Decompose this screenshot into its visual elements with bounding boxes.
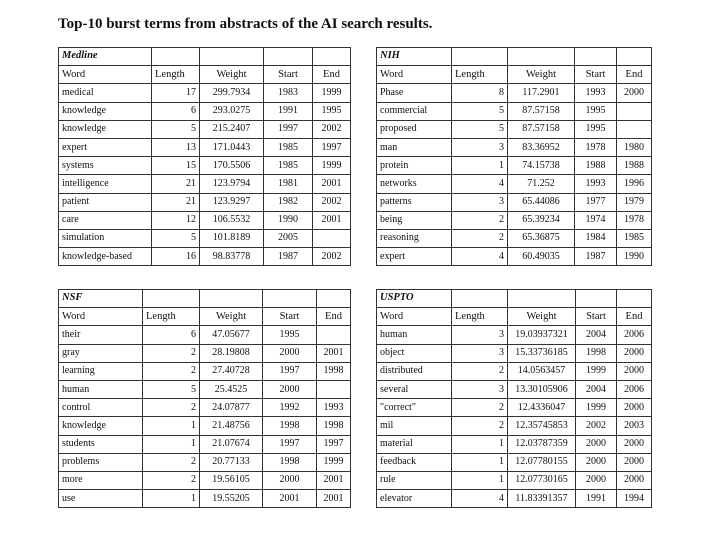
table-cell: 1994 (617, 490, 652, 508)
table-cell: 27.40728 (200, 362, 263, 380)
table-row (377, 175, 652, 193)
table-cell: patient (59, 193, 152, 211)
table-cell: 3 (452, 193, 508, 211)
table-cell: 87.57158 (508, 120, 575, 138)
table-cell: 101.8189 (200, 229, 264, 247)
table-cell: 1 (452, 471, 508, 489)
table-row (377, 417, 652, 435)
column-header: End (313, 66, 351, 84)
column-header: End (617, 66, 652, 84)
table-cell: 5 (452, 102, 508, 120)
table-cell: 2 (452, 399, 508, 417)
table-row (377, 157, 652, 175)
caption-empty-cell (263, 290, 317, 308)
page-title: Top-10 burst terms from abstracts of the AI search results. (58, 16, 433, 32)
table-cell: their (59, 326, 143, 344)
table-cell: 1999 (313, 157, 351, 175)
table-cell: 71.252 (508, 175, 575, 193)
table-cell: 2006 (617, 326, 652, 344)
table-row (377, 326, 652, 344)
table-cell: 4 (452, 175, 508, 193)
table-cell: 21.07674 (200, 435, 263, 453)
table-cell: 2001 (317, 471, 351, 489)
column-header: Weight (200, 308, 263, 326)
table-cell: 2003 (617, 417, 652, 435)
table-cell: 2 (143, 344, 200, 362)
table-row (59, 435, 351, 453)
table-cell: 1996 (617, 175, 652, 193)
table-cell: 12.03787359 (508, 435, 576, 453)
table-cell: 5 (152, 229, 200, 247)
table-row (59, 248, 351, 266)
table-cell: 5 (452, 120, 508, 138)
caption-empty-cell (264, 48, 313, 66)
table-cell: 215.2407 (200, 120, 264, 138)
table-caption: NSF (59, 290, 143, 308)
table-cell: 13.30105906 (508, 380, 576, 398)
table-cell: 16 (152, 248, 200, 266)
table-cell: 1998 (317, 417, 351, 435)
table-cell: 12.07730165 (508, 471, 576, 489)
table-cell: 1988 (575, 157, 617, 175)
table-cell: problems (59, 453, 143, 471)
table-cell: 87.57158 (508, 102, 575, 120)
uspto-table (376, 289, 652, 508)
table-row (377, 435, 652, 453)
table-cell: 2 (143, 471, 200, 489)
table-cell: 1985 (617, 229, 652, 247)
table-row (377, 453, 652, 471)
table-cell: 1987 (575, 248, 617, 266)
table-cell: 1 (143, 435, 200, 453)
table-cell (313, 229, 351, 247)
table-cell: 2001 (317, 344, 351, 362)
table-cell: expert (59, 138, 152, 156)
table-row (59, 138, 351, 156)
table-row (59, 380, 351, 398)
table-cell: 2005 (264, 229, 313, 247)
table-cell: 1998 (263, 453, 317, 471)
table-cell: 2000 (263, 471, 317, 489)
table-caption: USPTO (377, 290, 452, 308)
table-row (59, 120, 351, 138)
medline-table (58, 47, 351, 266)
table-cell: 5 (152, 120, 200, 138)
table-cell: 2001 (317, 490, 351, 508)
table-cell: 98.83778 (200, 248, 264, 266)
table-cell: control (59, 399, 143, 417)
table-cell (317, 326, 351, 344)
table-cell: 2001 (263, 490, 317, 508)
table-cell: 19.55205 (200, 490, 263, 508)
table-cell: 1995 (575, 102, 617, 120)
table-row (377, 362, 652, 380)
table-cell: 1982 (264, 193, 313, 211)
table-cell: material (377, 435, 452, 453)
table-cell: 2 (143, 453, 200, 471)
table-cell: 1979 (617, 193, 652, 211)
column-header: Length (152, 66, 200, 84)
table-cell: 24.07877 (200, 399, 263, 417)
column-header: Start (263, 308, 317, 326)
table-cell: 2001 (313, 175, 351, 193)
table-cell: 2 (452, 211, 508, 229)
caption-empty-cell (575, 48, 617, 66)
caption-empty-cell (313, 48, 351, 66)
table-cell: 1995 (313, 102, 351, 120)
table-cell: commercial (377, 102, 452, 120)
table-cell: 74.15738 (508, 157, 575, 175)
table-cell: 170.5506 (200, 157, 264, 175)
column-header: Length (452, 308, 508, 326)
table-cell: 83.36952 (508, 138, 575, 156)
table-cell: 106.5532 (200, 211, 264, 229)
caption-empty-cell (152, 48, 200, 66)
table-cell: 4 (452, 248, 508, 266)
table-row (377, 380, 652, 398)
table-cell: 2000 (617, 344, 652, 362)
table-cell: use (59, 490, 143, 508)
table-cell (617, 120, 652, 138)
table-cell: 21.48756 (200, 417, 263, 435)
caption-empty-cell (200, 290, 263, 308)
caption-empty-cell (617, 290, 652, 308)
table-cell: 3 (452, 344, 508, 362)
table-cell: Phase (377, 84, 452, 102)
table-cell: 1991 (264, 102, 313, 120)
table-row (377, 102, 652, 120)
table-cell: simulation (59, 229, 152, 247)
table-cell: systems (59, 157, 152, 175)
table-row (377, 84, 652, 102)
caption-empty-cell (143, 290, 200, 308)
table-cell: 2000 (576, 435, 617, 453)
table-cell: 1992 (263, 399, 317, 417)
table-cell: 20.77133 (200, 453, 263, 471)
table-caption: Medline (59, 48, 152, 66)
table-cell: knowledge-based (59, 248, 152, 266)
table-cell: 1990 (617, 248, 652, 266)
table-row (377, 211, 652, 229)
table-cell: several (377, 380, 452, 398)
caption-empty-cell (452, 48, 508, 66)
table-cell: 2 (143, 362, 200, 380)
column-header: Word (377, 66, 452, 84)
table-cell: 1980 (617, 138, 652, 156)
column-header: Word (377, 308, 452, 326)
table-cell: elevator (377, 490, 452, 508)
table-caption-row (377, 290, 652, 308)
caption-empty-cell (317, 290, 351, 308)
table-cell: 1993 (317, 399, 351, 417)
table-row (59, 211, 351, 229)
column-header: Length (143, 308, 200, 326)
table-cell: 299.7934 (200, 84, 264, 102)
table-cell: 6 (143, 326, 200, 344)
column-header: Start (576, 308, 617, 326)
table-row (59, 417, 351, 435)
table-row (377, 248, 652, 266)
table-cell: 19.56105 (200, 471, 263, 489)
table-header-row (377, 308, 652, 326)
caption-empty-cell (576, 290, 617, 308)
table-caption-row (59, 48, 351, 66)
table-cell: 1999 (317, 453, 351, 471)
table-cell: 1981 (264, 175, 313, 193)
table-cell: 1998 (263, 417, 317, 435)
table-cell: 1978 (575, 138, 617, 156)
caption-empty-cell (508, 48, 575, 66)
table-cell: 2000 (617, 471, 652, 489)
table-cell: 2000 (617, 399, 652, 417)
table-cell: 2000 (617, 453, 652, 471)
table-cell: 2000 (617, 362, 652, 380)
table-cell: 123.9794 (200, 175, 264, 193)
table-cell: rule (377, 471, 452, 489)
table-cell: 1987 (264, 248, 313, 266)
table-cell: 123.9297 (200, 193, 264, 211)
table-cell: 12.07780155 (508, 453, 576, 471)
caption-empty-cell (617, 48, 652, 66)
table-cell: 1998 (317, 362, 351, 380)
table-row (59, 157, 351, 175)
table-cell: proposed (377, 120, 452, 138)
table-cell: 25.4525 (200, 380, 263, 398)
table-cell: 14.0563457 (508, 362, 576, 380)
table-cell: 17 (152, 84, 200, 102)
column-header: Start (264, 66, 313, 84)
table-cell: knowledge (59, 417, 143, 435)
table-cell: object (377, 344, 452, 362)
table-cell: intelligence (59, 175, 152, 193)
table-cell: 1 (452, 157, 508, 175)
table-cell: 47.05677 (200, 326, 263, 344)
table-cell: 2 (143, 399, 200, 417)
table-cell: 1985 (264, 138, 313, 156)
table-row (59, 326, 351, 344)
table-header-row (59, 308, 351, 326)
column-header: Start (575, 66, 617, 84)
table-cell: 2002 (576, 417, 617, 435)
table-cell: 2002 (313, 120, 351, 138)
table-cell: 21 (152, 193, 200, 211)
table-cell: 1977 (575, 193, 617, 211)
table-cell: 1999 (576, 399, 617, 417)
table-cell: 65.36875 (508, 229, 575, 247)
table-cell: 13 (152, 138, 200, 156)
table-cell: 1974 (575, 211, 617, 229)
table-row (59, 193, 351, 211)
table-cell: learning (59, 362, 143, 380)
table-cell: 1978 (617, 211, 652, 229)
table-cell: students (59, 435, 143, 453)
table-cell: reasoning (377, 229, 452, 247)
table-cell: being (377, 211, 452, 229)
table-cell: 65.44086 (508, 193, 575, 211)
table-cell: 3 (452, 326, 508, 344)
table-cell: 5 (143, 380, 200, 398)
table-row (59, 399, 351, 417)
table-cell: 60.49035 (508, 248, 575, 266)
table-cell: human (59, 380, 143, 398)
table-cell: 19.03937321 (508, 326, 576, 344)
table-cell: gray (59, 344, 143, 362)
table-cell: 4 (452, 490, 508, 508)
table-cell: 2000 (617, 435, 652, 453)
table-cell: 1993 (575, 175, 617, 193)
table-cell: 1990 (264, 211, 313, 229)
table-cell: 12 (152, 211, 200, 229)
table-cell: 117.2901 (508, 84, 575, 102)
table-cell: 1997 (317, 435, 351, 453)
nih-table (376, 47, 652, 266)
column-header: Word (59, 308, 143, 326)
table-cell: 1988 (617, 157, 652, 175)
table-cell: 1998 (576, 344, 617, 362)
table-cell: 1995 (575, 120, 617, 138)
column-header: Weight (508, 308, 576, 326)
table-cell: 21 (152, 175, 200, 193)
table-cell: 2 (452, 417, 508, 435)
table-cell: 1983 (264, 84, 313, 102)
table-cell: 2 (452, 362, 508, 380)
table-row (377, 344, 652, 362)
table-cell: 11.83391357 (508, 490, 576, 508)
table-row (59, 453, 351, 471)
table-cell: 1997 (264, 120, 313, 138)
table-row (377, 399, 652, 417)
table-header-row (377, 66, 652, 84)
table-cell: 2004 (576, 380, 617, 398)
table-cell: protein (377, 157, 452, 175)
table-cell: expert (377, 248, 452, 266)
table-cell: 8 (452, 84, 508, 102)
table-cell: 12.4336047 (508, 399, 576, 417)
table-cell: networks (377, 175, 452, 193)
table-row (377, 490, 652, 508)
table-cell: 1 (452, 453, 508, 471)
table-cell: 28.19808 (200, 344, 263, 362)
table-cell: 2000 (576, 471, 617, 489)
table-cell: 1985 (264, 157, 313, 175)
table-row (59, 471, 351, 489)
table-cell: 2000 (617, 84, 652, 102)
table-cell: 2002 (313, 248, 351, 266)
table-cell: 1997 (263, 362, 317, 380)
column-header: Weight (200, 66, 264, 84)
table-caption: NIH (377, 48, 452, 66)
table-cell: 15 (152, 157, 200, 175)
table-cell: 2006 (617, 380, 652, 398)
table-caption-row (59, 290, 351, 308)
column-header: End (317, 308, 351, 326)
table-row (59, 102, 351, 120)
table-cell: 1984 (575, 229, 617, 247)
column-header: Word (59, 66, 152, 84)
table-cell: 2001 (313, 211, 351, 229)
table-cell: 3 (452, 138, 508, 156)
caption-empty-cell (508, 290, 576, 308)
table-row (377, 120, 652, 138)
table-caption-row (377, 48, 652, 66)
table-cell: 15.33736185 (508, 344, 576, 362)
table-cell: 1999 (576, 362, 617, 380)
table-cell: 65.39234 (508, 211, 575, 229)
table-cell: knowledge (59, 120, 152, 138)
caption-empty-cell (200, 48, 264, 66)
table-cell: 1 (143, 490, 200, 508)
table-cell: knowledge (59, 102, 152, 120)
table-cell: 1991 (576, 490, 617, 508)
table-cell: 2002 (313, 193, 351, 211)
table-cell: 293.0275 (200, 102, 264, 120)
table-row (59, 344, 351, 362)
table-cell: 171.0443 (200, 138, 264, 156)
table-cell: more (59, 471, 143, 489)
table-cell: 2000 (263, 380, 317, 398)
table-header-row (59, 66, 351, 84)
table-row (59, 362, 351, 380)
table-cell: 1993 (575, 84, 617, 102)
table-cell: 2 (452, 229, 508, 247)
table-cell: 1 (143, 417, 200, 435)
table-cell: 2004 (576, 326, 617, 344)
column-header: Length (452, 66, 508, 84)
table-cell: 1997 (313, 138, 351, 156)
table-cell: "correct" (377, 399, 452, 417)
table-row (377, 229, 652, 247)
table-row (59, 229, 351, 247)
table-row (377, 193, 652, 211)
table-row (59, 490, 351, 508)
table-cell: patterns (377, 193, 452, 211)
table-cell: 1995 (263, 326, 317, 344)
table-cell: 12.35745853 (508, 417, 576, 435)
table-cell: medical (59, 84, 152, 102)
column-header: End (617, 308, 652, 326)
table-row (59, 84, 351, 102)
table-cell: 2000 (263, 344, 317, 362)
table-cell: distributed (377, 362, 452, 380)
table-cell: 1997 (263, 435, 317, 453)
caption-empty-cell (452, 290, 508, 308)
table-cell: 6 (152, 102, 200, 120)
table-row (377, 471, 652, 489)
column-header: Weight (508, 66, 575, 84)
table-cell: 3 (452, 380, 508, 398)
table-cell: 2000 (576, 453, 617, 471)
table-cell: man (377, 138, 452, 156)
table-cell: feedback (377, 453, 452, 471)
table-cell: mil (377, 417, 452, 435)
table-cell (317, 380, 351, 398)
table-cell: 1 (452, 435, 508, 453)
nsf-table (58, 289, 351, 508)
table-cell: human (377, 326, 452, 344)
table-cell (617, 102, 652, 120)
table-cell: care (59, 211, 152, 229)
table-row (377, 138, 652, 156)
table-cell: 1999 (313, 84, 351, 102)
table-row (59, 175, 351, 193)
